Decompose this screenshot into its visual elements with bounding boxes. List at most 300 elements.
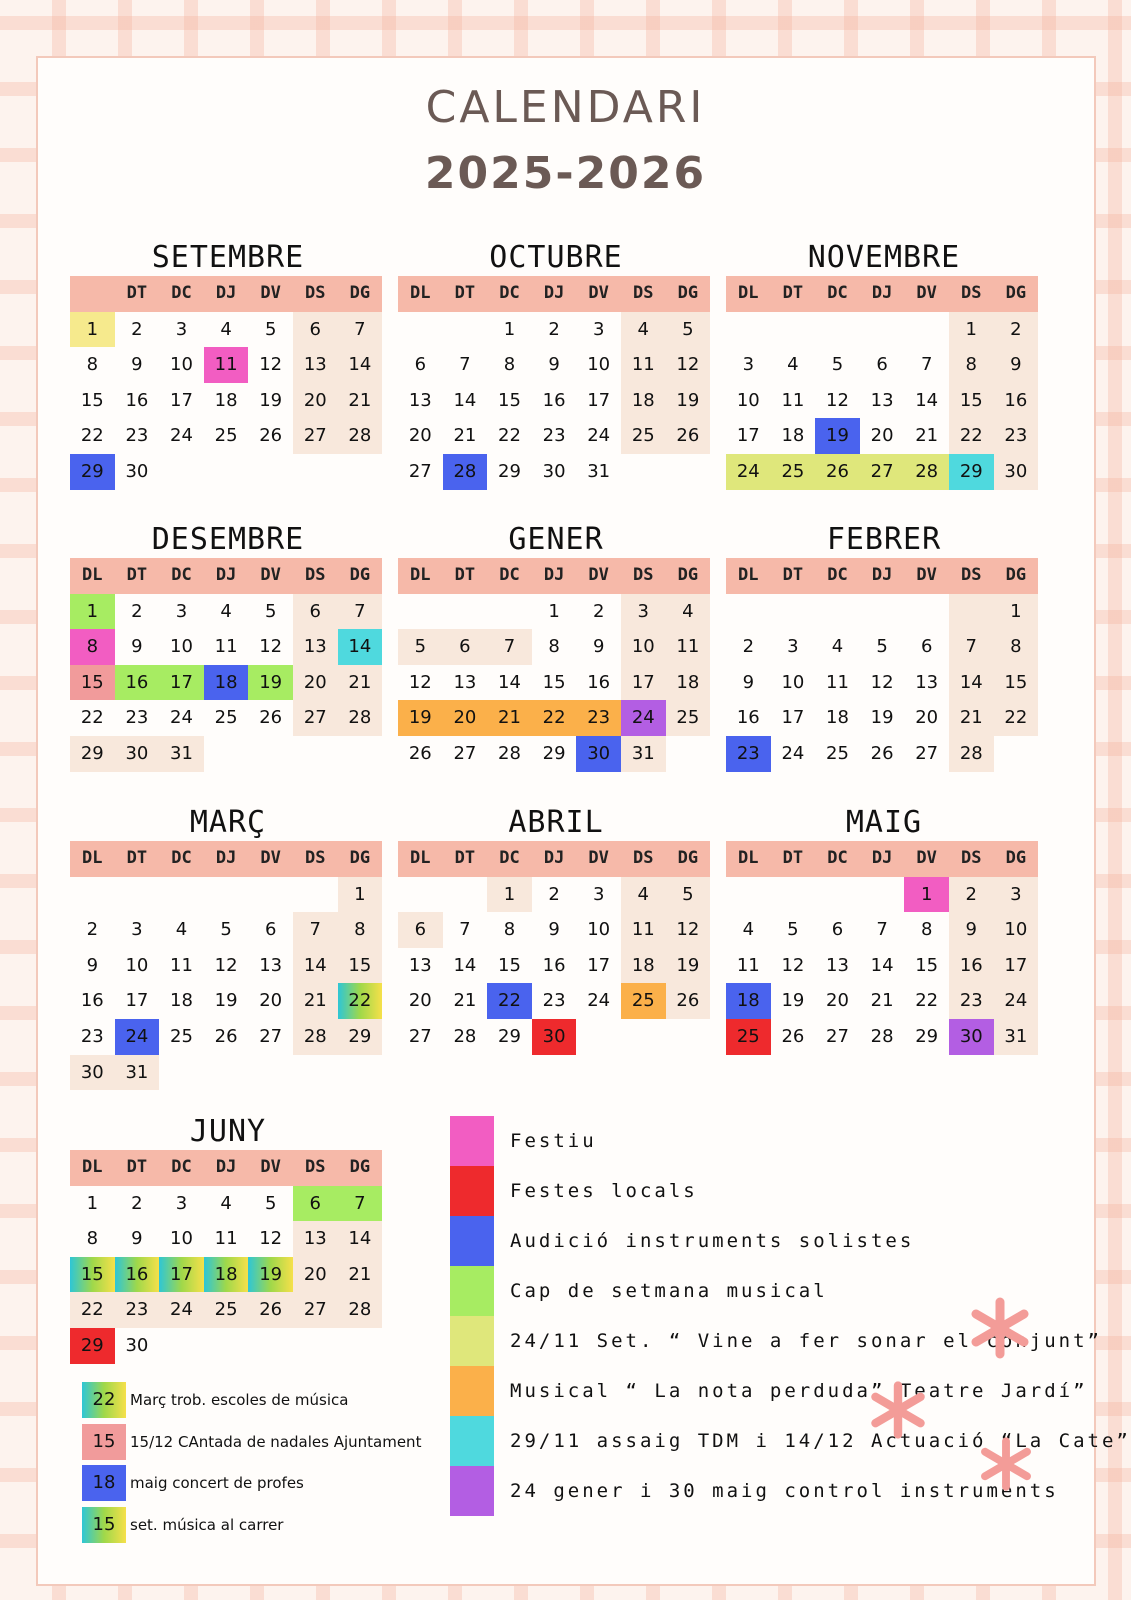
day-cell: 8: [86, 1228, 99, 1250]
day-cell: 18: [214, 389, 238, 411]
day-cell: 21: [338, 1257, 383, 1293]
day-cell: 3: [592, 883, 605, 905]
day-cell: 24: [994, 983, 1039, 1019]
empty-cell: [815, 312, 860, 348]
day-cell: 16: [542, 389, 566, 411]
weekday-header: DC: [159, 558, 204, 594]
day-cell: 24: [159, 1292, 204, 1328]
weekday-header: DJ: [204, 276, 249, 312]
day-cell: 4: [175, 919, 188, 941]
day-cell: 8: [503, 354, 516, 376]
day-cell: 5: [264, 600, 277, 622]
weekday-header: DJ: [204, 558, 249, 594]
day-cell: 8: [994, 629, 1039, 665]
day-cell: 11: [214, 636, 238, 658]
day-cell: 21: [870, 990, 894, 1012]
day-cell: 13: [870, 389, 894, 411]
day-cell: 21: [487, 700, 532, 736]
day-cell: 29: [70, 1328, 115, 1364]
day-cell: 25: [771, 454, 816, 490]
day-cell: 2: [86, 919, 99, 941]
day-cell: 27: [293, 1292, 338, 1328]
legend-swatch: [450, 1116, 494, 1166]
legend-swatch: [450, 1216, 494, 1266]
day-cell: 18: [826, 707, 849, 729]
day-cell: 17: [159, 1257, 204, 1293]
empty-cell: [443, 312, 488, 348]
month-8: [726, 805, 1042, 1055]
day-cell: 14: [915, 389, 939, 411]
day-cell: 7: [487, 629, 532, 665]
day-cell: 13: [453, 671, 477, 693]
weekday-header: DV: [576, 841, 621, 877]
day-cell: 4: [220, 600, 232, 622]
legend-swatch: [450, 1316, 494, 1366]
weekday-header: DC: [159, 276, 204, 312]
month-name: DESEMBRE: [151, 522, 305, 557]
day-cell: 27: [453, 742, 477, 764]
day-cell: 28: [338, 418, 383, 454]
day-cell: 20: [870, 425, 894, 447]
weekday-header: DG: [994, 276, 1039, 312]
day-cell: 8: [920, 919, 933, 941]
day-cell: 13: [408, 954, 432, 976]
month-1: [398, 240, 714, 490]
weekday-header: DG: [338, 276, 383, 312]
empty-cell: [443, 594, 488, 630]
day-cell: 26: [666, 983, 711, 1019]
day-cell: 24: [726, 454, 771, 490]
day-cell: 3: [131, 919, 143, 941]
empty-cell: [771, 877, 816, 913]
day-cell: 3: [787, 636, 799, 658]
note-label: Març trob. escoles de música: [130, 1391, 349, 1409]
empty-cell: [726, 594, 771, 630]
day-cell: 24: [587, 990, 611, 1012]
day-cell: 30: [542, 460, 566, 482]
weekday-header: DC: [815, 841, 860, 877]
day-cell: 20: [915, 707, 939, 729]
day-cell: 23: [949, 983, 994, 1019]
month-grid: [70, 276, 386, 490]
month-2: [726, 240, 1042, 490]
day-cell: 10: [781, 671, 805, 693]
day-cell: 16: [994, 383, 1039, 419]
day-cell: 25: [204, 1292, 249, 1328]
month-name: MARÇ: [189, 805, 267, 840]
day-cell: 28: [443, 454, 488, 490]
day-cell: 12: [214, 954, 238, 976]
day-cell: 14: [338, 347, 383, 383]
day-cell: 1: [70, 312, 115, 348]
day-cell: 12: [826, 389, 849, 411]
day-cell: 22: [70, 1292, 115, 1328]
day-cell: 25: [621, 418, 666, 454]
day-cell: 7: [293, 912, 338, 948]
day-cell: 3: [994, 877, 1039, 913]
day-cell: 22: [532, 700, 577, 736]
cross-decoration-icon: [868, 1380, 928, 1440]
empty-cell: [860, 877, 905, 913]
day-cell: 17: [587, 389, 611, 411]
legend-swatch: [450, 1466, 494, 1516]
day-cell: 15: [70, 1257, 115, 1293]
weekday-header: DT: [115, 841, 160, 877]
note-swatch: 15: [82, 1424, 126, 1460]
day-cell: 29: [498, 460, 521, 482]
day-cell: 29: [70, 454, 115, 490]
day-cell: 3: [175, 600, 188, 622]
day-cell: 19: [248, 1257, 293, 1293]
day-cell: 6: [398, 912, 443, 948]
weekday-header: DS: [621, 841, 666, 877]
empty-cell: [949, 594, 994, 630]
day-cell: 15: [498, 389, 521, 411]
day-cell: 22: [915, 990, 939, 1012]
empty-cell: [115, 877, 160, 913]
weekday-header: DC: [487, 841, 532, 877]
day-cell: 3: [621, 594, 666, 630]
day-cell: 21: [453, 425, 477, 447]
day-cell: 19: [666, 383, 711, 419]
day-cell: 2: [131, 600, 143, 622]
empty-cell: [726, 312, 771, 348]
day-cell: 23: [542, 990, 566, 1012]
legend-swatch: [450, 1366, 494, 1416]
day-cell: 8: [338, 912, 383, 948]
month-grid: [398, 558, 714, 772]
day-cell: 9: [86, 954, 99, 976]
day-cell: 25: [726, 1019, 771, 1055]
legend-label: Musical “ La nota perduda” Teatre Jardí”: [510, 1380, 1088, 1402]
day-cell: 26: [870, 742, 894, 764]
empty-cell: [860, 594, 905, 630]
day-cell: 11: [826, 671, 849, 693]
day-cell: 11: [170, 954, 193, 976]
day-cell: 17: [994, 948, 1039, 984]
day-cell: 15: [994, 665, 1039, 701]
day-cell: 7: [338, 312, 383, 348]
day-cell: 16: [949, 948, 994, 984]
month-name: MAIG: [845, 805, 923, 840]
day-cell: 9: [548, 919, 560, 941]
day-cell: 14: [453, 954, 477, 976]
day-cell: 6: [293, 1186, 338, 1222]
day-cell: 15: [338, 948, 383, 984]
month-grid: [70, 841, 386, 1090]
day-cell: 18: [666, 665, 711, 701]
day-cell: 1: [994, 594, 1039, 630]
month-grid: [398, 276, 714, 490]
day-cell: 20: [826, 990, 849, 1012]
day-cell: 16: [115, 1257, 160, 1293]
weekday-header: DL: [726, 276, 771, 312]
day-cell: 8: [949, 347, 994, 383]
day-cell: 3: [175, 1192, 188, 1214]
note-label: set. música al carrer: [130, 1515, 284, 1534]
day-cell: 8: [86, 354, 99, 376]
asterisk-decoration-icon: [968, 1296, 1032, 1360]
day-cell: 21: [293, 983, 338, 1019]
day-cell: 12: [408, 671, 432, 693]
weekday-header: DC: [815, 558, 860, 594]
day-cell: 11: [621, 347, 666, 383]
day-cell: 1: [338, 877, 383, 913]
weekday-header: DG: [338, 558, 383, 594]
day-cell: 27: [860, 454, 905, 490]
day-cell: 7: [338, 1186, 383, 1222]
day-cell: 22: [80, 425, 104, 447]
day-cell: 16: [587, 671, 611, 693]
note-item: [82, 1507, 452, 1543]
weekday-header: DG: [666, 841, 711, 877]
day-cell: 14: [293, 948, 338, 984]
legend-item: [450, 1166, 1090, 1216]
day-cell: 9: [592, 636, 605, 658]
note-swatch: 22: [82, 1382, 126, 1418]
asterisk-decoration-icon-2: [978, 1436, 1034, 1492]
day-cell: 12: [870, 671, 894, 693]
day-cell: 24: [587, 425, 611, 447]
day-cell: 23: [576, 700, 621, 736]
day-cell: 20: [443, 700, 488, 736]
legend-label: Festes locals: [510, 1180, 698, 1202]
weekday-header: DT: [771, 276, 816, 312]
day-cell: 11: [621, 912, 666, 948]
day-cell: 20: [408, 990, 432, 1012]
weekday-header: DC: [815, 276, 860, 312]
day-cell: 3: [742, 354, 755, 376]
empty-cell: [443, 877, 488, 913]
weekday-header: DT: [771, 841, 816, 877]
notes-legend: [82, 1382, 452, 1548]
day-cell: 6: [876, 354, 888, 376]
empty-cell: [159, 877, 204, 913]
day-cell: 23: [125, 425, 149, 447]
day-cell: 31: [115, 1055, 160, 1091]
day-cell: 14: [453, 389, 477, 411]
day-cell: 24: [781, 742, 805, 764]
day-cell: 11: [736, 954, 760, 976]
weekday-header: DV: [248, 276, 293, 312]
month-grid: [726, 841, 1042, 1055]
weekday-header: DL: [398, 558, 443, 594]
day-cell: 20: [259, 990, 283, 1012]
legend-label: Audició instruments solistes: [510, 1230, 915, 1252]
day-cell: 30: [532, 1019, 577, 1055]
weekday-header: DC: [487, 276, 532, 312]
weekday-header: DC: [159, 1150, 204, 1186]
day-cell: 14: [870, 954, 894, 976]
day-cell: 28: [453, 1025, 477, 1047]
legend-label: 29/11 assaig TDM i 14/12 Actuació “La Cate”: [510, 1430, 1131, 1452]
day-cell: 1: [548, 600, 560, 622]
empty-cell: [904, 312, 949, 348]
day-cell: 24: [621, 700, 666, 736]
day-cell: 5: [264, 318, 277, 340]
month-name: ABRIL: [508, 805, 604, 840]
weekday-header: DG: [338, 841, 383, 877]
day-cell: 28: [293, 1019, 338, 1055]
day-cell: 30: [994, 454, 1039, 490]
day-cell: 25: [170, 1025, 193, 1047]
day-cell: 22: [487, 983, 532, 1019]
weekday-header: DS: [949, 841, 994, 877]
empty-cell: [726, 877, 771, 913]
weekday-header: DG: [666, 558, 711, 594]
weekday-header: DT: [443, 558, 488, 594]
day-cell: 22: [994, 700, 1039, 736]
day-cell: 23: [726, 736, 771, 772]
day-cell: 30: [949, 1019, 994, 1055]
weekday-header: DL: [726, 558, 771, 594]
page-title: CALENDARI: [425, 82, 706, 133]
day-cell: 17: [125, 990, 149, 1012]
weekday-header: DJ: [860, 558, 905, 594]
day-cell: 25: [621, 983, 666, 1019]
day-cell: 21: [338, 383, 383, 419]
month-name: SETEMBRE: [151, 240, 305, 275]
day-cell: 16: [115, 665, 160, 701]
day-cell: 4: [220, 1192, 232, 1214]
day-cell: 6: [293, 312, 338, 348]
day-cell: 6: [443, 629, 488, 665]
day-cell: 31: [994, 1019, 1039, 1055]
weekday-header: DV: [576, 276, 621, 312]
weekday-header: DV: [904, 276, 949, 312]
day-cell: 11: [214, 1228, 238, 1250]
day-cell: 18: [204, 665, 249, 701]
day-cell: 18: [781, 425, 805, 447]
weekday-header: DT: [771, 558, 816, 594]
day-cell: 6: [264, 919, 277, 941]
day-cell: 13: [293, 629, 338, 665]
day-cell: 19: [815, 418, 860, 454]
day-cell: 28: [870, 1025, 894, 1047]
empty-cell: [398, 312, 443, 348]
day-cell: 17: [159, 665, 204, 701]
day-cell: 5: [398, 629, 443, 665]
day-cell: 5: [666, 877, 711, 913]
day-cell: 16: [542, 954, 566, 976]
weekday-header: DJ: [860, 841, 905, 877]
empty-cell: [248, 877, 293, 913]
day-cell: 5: [831, 354, 844, 376]
day-cell: 23: [542, 425, 566, 447]
empty-cell: [204, 877, 249, 913]
day-cell: 2: [131, 1192, 143, 1214]
day-cell: 24: [170, 707, 193, 729]
weekday-header: DS: [949, 558, 994, 594]
day-cell: 24: [170, 425, 193, 447]
day-cell: 1: [86, 1192, 99, 1214]
day-cell: 13: [293, 1221, 338, 1257]
day-cell: 5: [666, 312, 711, 348]
day-cell: 10: [125, 954, 149, 976]
month-grid: [70, 558, 386, 772]
day-cell: 27: [826, 1025, 849, 1047]
day-cell: 9: [131, 1228, 143, 1250]
day-cell: 2: [131, 318, 143, 340]
month-name: NOVEMBRE: [807, 240, 961, 275]
day-cell: 2: [548, 318, 560, 340]
day-cell: 27: [915, 742, 939, 764]
day-cell: 11: [781, 389, 805, 411]
day-cell: 29: [915, 1025, 939, 1047]
day-cell: 5: [876, 636, 888, 658]
day-cell: 10: [587, 354, 611, 376]
day-cell: 20: [293, 383, 338, 419]
day-cell: 21: [949, 700, 994, 736]
day-cell: 27: [408, 1025, 432, 1047]
day-cell: 8: [70, 629, 115, 665]
weekday-header: DJ: [532, 276, 577, 312]
day-cell: 10: [736, 389, 760, 411]
weekday-header: [70, 276, 115, 312]
month-name: JUNY: [189, 1114, 267, 1149]
day-cell: 19: [248, 665, 293, 701]
weekday-header: DJ: [204, 841, 249, 877]
note-item: [82, 1382, 452, 1418]
day-cell: 16: [736, 707, 760, 729]
day-cell: 2: [592, 600, 605, 622]
day-cell: 22: [949, 418, 994, 454]
weekday-header: DJ: [204, 1150, 249, 1186]
legend-item: [450, 1116, 1090, 1166]
weekday-header: DC: [159, 841, 204, 877]
day-cell: 9: [548, 354, 560, 376]
day-cell: 3: [175, 318, 188, 340]
legend-label: 24 gener i 30 maig control instruments: [510, 1480, 1059, 1502]
weekday-header: DS: [293, 1150, 338, 1186]
day-cell: 17: [736, 425, 760, 447]
day-cell: 10: [587, 919, 611, 941]
weekday-header: DJ: [860, 276, 905, 312]
day-cell: 31: [159, 736, 204, 772]
day-cell: 9: [742, 671, 755, 693]
day-cell: 14: [338, 629, 383, 665]
month-7: [398, 805, 714, 1055]
day-cell: 11: [666, 629, 711, 665]
day-cell: 9: [949, 912, 994, 948]
day-cell: 21: [453, 990, 477, 1012]
empty-cell: [771, 312, 816, 348]
day-cell: 10: [994, 912, 1039, 948]
day-cell: 17: [781, 707, 805, 729]
day-cell: 7: [920, 354, 933, 376]
month-grid: [398, 841, 714, 1055]
day-cell: 7: [459, 354, 471, 376]
day-cell: 28: [949, 736, 994, 772]
legend-swatch: [450, 1266, 494, 1316]
day-cell: 12: [259, 1228, 283, 1250]
month-6: [70, 805, 386, 1090]
day-cell: 26: [666, 418, 711, 454]
day-cell: 27: [259, 1025, 283, 1047]
day-cell: 2: [548, 883, 560, 905]
note-swatch: 18: [82, 1465, 126, 1501]
day-cell: 21: [338, 665, 383, 701]
day-cell: 31: [621, 736, 666, 772]
day-cell: 6: [293, 594, 338, 630]
day-cell: 4: [831, 636, 844, 658]
month-name: FEBRER: [826, 522, 942, 557]
day-cell: 17: [170, 389, 193, 411]
day-cell: 20: [293, 1257, 338, 1293]
empty-cell: [70, 877, 115, 913]
empty-cell: [771, 594, 816, 630]
empty-cell: [398, 877, 443, 913]
